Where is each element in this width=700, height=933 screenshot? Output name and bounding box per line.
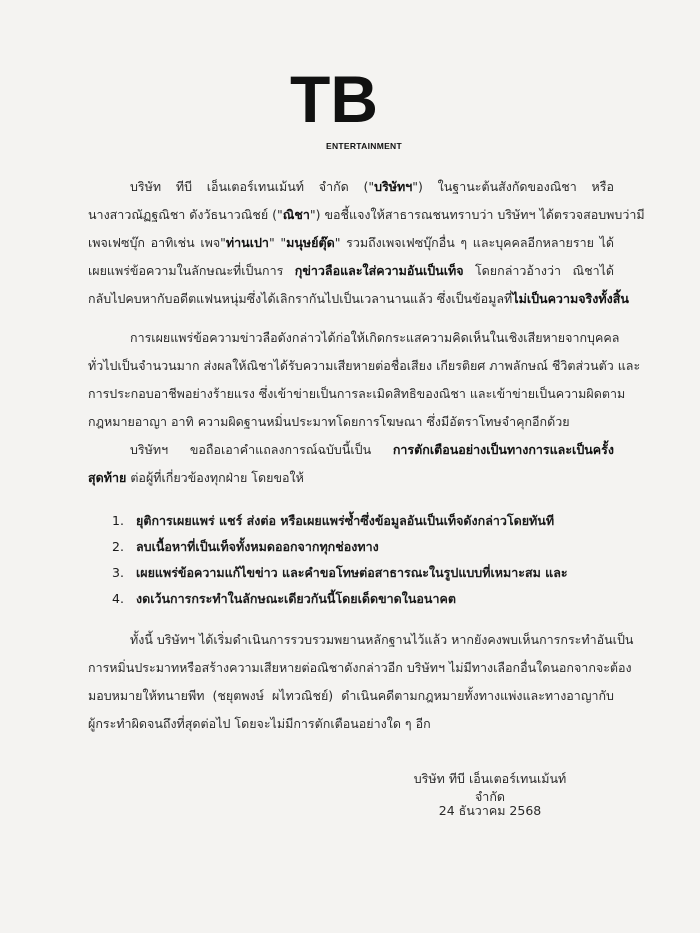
text-line	[88, 324, 620, 352]
bold-text: สุดท้าย	[88, 470, 127, 485]
demand-item	[112, 586, 592, 612]
bold-text: มนุษย์ตุ๊ด	[286, 235, 335, 250]
text-line	[88, 380, 626, 408]
text-segment: " รวมถึงเพจเฟซบุ๊กอื่น ๆ และบุคคลอีกหลายราย ได้	[334, 235, 614, 250]
signature-date: 24 ธันวาคม 2568	[438, 803, 542, 818]
demands-list	[112, 508, 592, 612]
item-text: ลบเนื้อหาที่เป็นเท็จทั้งหมดออกจากทุกช่องทาง	[136, 539, 379, 554]
text-line	[88, 352, 641, 380]
text-line	[88, 408, 614, 436]
paragraph-damage	[88, 324, 641, 436]
demand-item	[112, 560, 592, 586]
signature-company: บริษัท ทีบี เอ็นเตอร์เทนเม้นท์ จำกัด	[413, 771, 567, 804]
bold-text: ท่านเปา	[225, 235, 269, 250]
text-segment: การประกอบอาชีพอย่างร้ายแรง ซึ่งเข้าข่ายเป็นการละเมิดสิทธิของณิชา และเข้าข่ายเป็นความผิดตาม	[88, 386, 626, 401]
item-text: เผยแพร่ข้อความแก้ไขข่าว และคำขอโทษต่อสาธารณะในรูปแบบที่เหมาะสม และ	[136, 565, 568, 580]
text-line	[88, 436, 614, 464]
bold-text: ไม่เป็นความจริงทั้งสิ้น	[512, 291, 629, 306]
logo-mark: TB	[290, 62, 378, 136]
text-segment: การหมิ่นประมาทหรือสร้างความเสียหายต่อณิชาดังกล่าวอีก บริษัทฯ ไม่มีทางเลือกอื่นใดนอกจากจะต้อง	[88, 660, 632, 675]
text-segment: เผยแพร่ข้อความในลักษณะที่เป็นการ	[88, 263, 295, 278]
text-segment: บริษัทฯ ขอถือเอาคำแถลงการณ์ฉบับนี้เป็น	[130, 442, 393, 457]
bold-text: การตักเตือนอย่างเป็นทางการและเป็นครั้ง	[392, 442, 614, 457]
text-line	[88, 173, 614, 201]
text-line	[88, 464, 614, 492]
text-segment: ") ในฐานะต้นสังกัดของณิชา หรือ	[412, 179, 614, 194]
paragraph-warning	[88, 436, 614, 492]
paragraph-legal-action	[88, 626, 634, 738]
text-segment: ทั้งนี้ บริษัทฯ ได้เริ่มดำเนินการรวบรวมพยานหลักฐานไว้แล้ว หากยังคงพบเห็นการกระทำอันเป็น	[130, 632, 634, 647]
paragraph-statement	[88, 173, 645, 313]
item-number: 1.	[112, 513, 124, 528]
item-number: 4.	[112, 591, 124, 606]
text-segment: ผู้กระทำผิดจนถึงที่สุดต่อไป โดยจะไม่มีการตักเตือนอย่างใด ๆ อีก	[88, 716, 431, 731]
text-segment: การเผยแพร่ข้อความข่าวลือดังกล่าวได้ก่อให้เกิดกระแสความคิดเห็นในเชิงเสียหายจากบุคคล	[130, 330, 620, 345]
text-segment: กลับไปคบหากับอดีตแฟนหนุ่มซึ่งได้เลิกรากันไปเป็นเวลานานแล้ว ซึ่งเป็นข้อมูลที่	[88, 291, 513, 306]
item-text: งดเว้นการกระทำในลักษณะเดียวกันนี้โดยเด็ดขาดในอนาคต	[136, 591, 456, 606]
text-segment: นางสาวณัฏฐณิชา ดังวัธนาวณิชย์ ("	[88, 207, 283, 222]
text-line	[88, 285, 629, 313]
demand-item	[112, 534, 592, 560]
text-segment: บริษัท ทีบี เอ็นเตอร์เทนเม้นท์ จำกัด ("	[130, 179, 375, 194]
text-line	[88, 201, 645, 229]
logo-subtitle: ENTERTAINMENT	[326, 141, 402, 151]
text-line	[88, 654, 632, 682]
text-segment: ทั่วไปเป็นจำนวนมาก ส่งผลให้ณิชาได้รับความเสียหายต่อชื่อเสียง เกียรติยศ ภาพลักษณ์ ชีวิตส่วนตัว และ	[88, 358, 641, 373]
text-line	[88, 626, 634, 654]
text-segment: ต่อผู้ที่เกี่ยวข้องทุกฝ่าย โดยขอให้	[126, 470, 304, 485]
text-line	[88, 710, 614, 738]
item-number: 2.	[112, 539, 124, 554]
text-segment: ") ขอชี้แจงให้สาธารณชนทราบว่า บริษัทฯ ได้ตรวจสอบพบว่ามี	[309, 207, 645, 222]
item-number: 3.	[112, 565, 124, 580]
text-line	[88, 682, 614, 710]
demand-item	[112, 508, 592, 534]
text-segment: โดยกล่าวอ้างว่า ณิชาได้	[463, 263, 614, 278]
bold-text: กุข่าวลือและใส่ความอันเป็นเท็จ	[294, 263, 464, 278]
text-segment: มอบหมายให้ทนายพีท (ชยุตพงษ์ ผไทวณิชย์) ดำเนินคดีตามกฎหมายทั้งทางแพ่งและทางอาญากับ	[88, 688, 614, 703]
text-segment: กฎหมายอาญา อาทิ ความผิดฐานหมิ่นประมาทโดยการโฆษณา ซึ่งมีอัตราโทษจำคุกอีกด้วย	[88, 414, 570, 429]
bold-text: บริษัทฯ	[374, 179, 413, 194]
company-logo	[282, 62, 422, 158]
text-segment: " "	[268, 235, 287, 250]
text-line	[88, 257, 614, 285]
text-segment: เพจเฟซบุ๊ก อาทิเช่น เพจ"	[88, 235, 226, 250]
text-line	[88, 229, 614, 257]
item-text: ยุติการเผยแพร่ แชร์ ส่งต่อ หรือเผยแพร่ซ้ำซึ่งข้อมูลอันเป็นเท็จดังกล่าวโดยทันที	[136, 513, 555, 528]
bold-text: ณิชา	[282, 207, 310, 222]
